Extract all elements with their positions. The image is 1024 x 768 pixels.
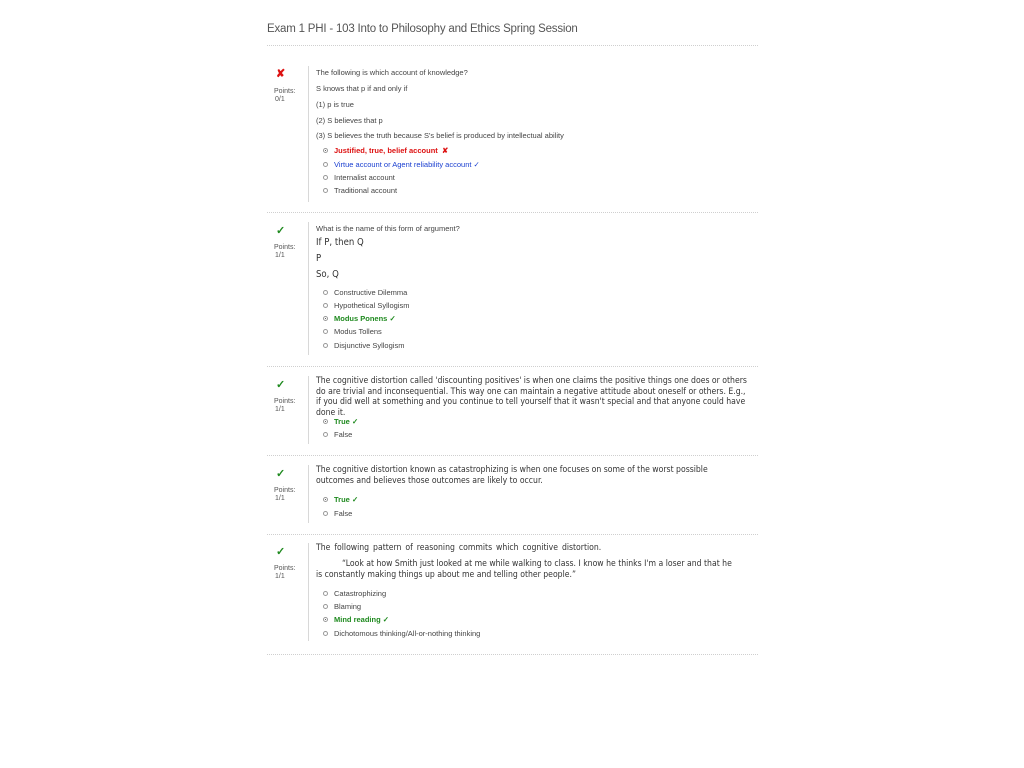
question-body: [308, 376, 756, 444]
radio-button[interactable]: [323, 419, 328, 424]
question-body: [308, 66, 756, 202]
question-body: [308, 465, 756, 523]
divider: [267, 455, 758, 456]
points-label: Points:: [274, 244, 296, 251]
question-text: (2) S believes that p: [316, 116, 383, 125]
radio-button[interactable]: [323, 511, 328, 516]
answer-option[interactable]: [316, 186, 397, 195]
checkmark-icon: ✓: [276, 379, 286, 391]
argument-line: P: [316, 253, 322, 264]
question-2: [267, 222, 758, 357]
option-label: Disjunctive Syllogism: [334, 341, 405, 350]
option-label: Blaming: [334, 602, 362, 611]
question-body: [308, 222, 756, 355]
question-text: The following is which account of knowledge?: [316, 68, 468, 77]
option-label: Justified, true, belief account: [334, 146, 438, 155]
answer-option[interactable]: [316, 341, 404, 350]
answer-option[interactable]: [316, 629, 480, 638]
option-label: False: [334, 430, 353, 439]
question-text: The cognitive distortion called 'discounting positives' is when one claims the positive things one does or others do are trivial and inconsequential. This way one can maintain a negative attitude about oneself or others. E.g., if you did well at something and you continue to tell yourself that it wasn't special and that anyone could have done it.: [316, 376, 747, 418]
divider: [267, 366, 758, 367]
radio-button[interactable]: [323, 162, 328, 167]
checkmark-icon: ✓: [351, 417, 359, 426]
answer-option[interactable]: [316, 146, 448, 155]
argument-line: So, Q: [316, 269, 339, 280]
option-label: Modus Tollens: [334, 327, 382, 336]
question-5: [267, 543, 758, 643]
argument-line: If P, then Q: [316, 237, 364, 248]
checkmark-icon: ✓: [276, 546, 286, 558]
radio-button[interactable]: [323, 329, 328, 334]
checkmark-icon: ✓: [276, 225, 286, 237]
question-1: [267, 66, 758, 204]
radio-button[interactable]: [323, 591, 328, 596]
divider: [267, 45, 758, 46]
radio-button[interactable]: [323, 188, 328, 193]
option-label: False: [334, 509, 353, 518]
answer-option[interactable]: [316, 615, 389, 624]
radio-button[interactable]: [323, 316, 328, 321]
option-label: Virtue account or Agent reliability account: [334, 160, 472, 169]
option-label: Traditional account: [334, 186, 398, 195]
question-4: [267, 465, 758, 525]
question-prompt: What is the name of this form of argument?: [316, 224, 460, 233]
answer-option[interactable]: [316, 509, 352, 518]
answer-option[interactable]: [316, 288, 407, 297]
checkmark-icon: ✓: [389, 314, 396, 323]
answer-option[interactable]: [316, 301, 409, 310]
answer-option[interactable]: [316, 173, 395, 182]
points-label: Points:: [274, 487, 296, 494]
option-label: Dichotomous thinking/All-or-nothing thinking: [334, 629, 481, 638]
exam-title: Exam 1 PHI - 103 Into to Philosophy and Ethics Spring Session: [267, 23, 578, 35]
question-text: The cognitive distortion known as catastrophizing is when one focuses on some of the worst possible outcomes and believes those outcomes are likely to occur.: [316, 465, 708, 486]
radio-button[interactable]: [323, 432, 328, 437]
incorrect-icon: ✘: [441, 146, 449, 155]
radio-button[interactable]: [323, 604, 328, 609]
radio-button[interactable]: [323, 290, 328, 295]
points-label: Points:: [274, 398, 296, 405]
checkmark-icon: ✓: [473, 160, 480, 169]
question-text: (1) p is true: [316, 100, 354, 109]
option-label: Constructive Dilemma: [334, 288, 408, 297]
checkmark-icon: ✓: [351, 495, 359, 504]
answer-option[interactable]: [316, 417, 358, 426]
incorrect-icon: ✘: [276, 68, 286, 80]
radio-button[interactable]: [323, 175, 328, 180]
points-value: 1/1: [275, 573, 285, 580]
radio-button[interactable]: [323, 497, 328, 502]
option-label: Mind reading: [334, 615, 381, 624]
option-label: Internalist account: [334, 173, 395, 182]
answer-option[interactable]: [316, 430, 352, 439]
radio-button[interactable]: [323, 303, 328, 308]
radio-button[interactable]: [323, 148, 328, 153]
answer-option[interactable]: [316, 602, 361, 611]
divider: [267, 534, 758, 535]
option-label: Modus Ponens: [334, 314, 388, 323]
answer-option[interactable]: [316, 495, 358, 504]
points-value: 0/1: [275, 96, 285, 103]
divider: [267, 654, 758, 655]
option-label: True: [334, 417, 350, 426]
question-body: [308, 543, 756, 641]
question-text: The following pattern of reasoning commits which cognitive distortion.: [316, 543, 602, 553]
question-text: (3) S believes the truth because S's belief is produced by intellectual ability: [316, 131, 564, 140]
option-label: Hypothetical Syllogism: [334, 301, 410, 310]
quote-text: “Look at how Smith just looked at me while walking to class. I know he thinks I'm a loser and that he is constantly making things up about me and telling other people.”: [316, 559, 732, 580]
answer-option[interactable]: [316, 314, 396, 323]
option-label: True: [334, 495, 350, 504]
answer-option[interactable]: [316, 160, 480, 169]
question-3: [267, 376, 758, 446]
radio-button[interactable]: [323, 617, 328, 622]
checkmark-icon: ✓: [276, 468, 286, 480]
answer-option[interactable]: [316, 327, 382, 336]
points-label: Points:: [274, 88, 296, 95]
points-value: 1/1: [275, 252, 285, 259]
answer-option[interactable]: [316, 589, 386, 598]
points-value: 1/1: [275, 495, 285, 502]
radio-button[interactable]: [323, 631, 328, 636]
checkmark-icon: ✓: [382, 615, 390, 624]
radio-button[interactable]: [323, 343, 328, 348]
option-label: Catastrophizing: [334, 589, 387, 598]
points-value: 1/1: [275, 406, 285, 413]
question-text: S knows that p if and only if: [316, 84, 408, 93]
divider: [267, 212, 758, 213]
points-label: Points:: [274, 565, 296, 572]
